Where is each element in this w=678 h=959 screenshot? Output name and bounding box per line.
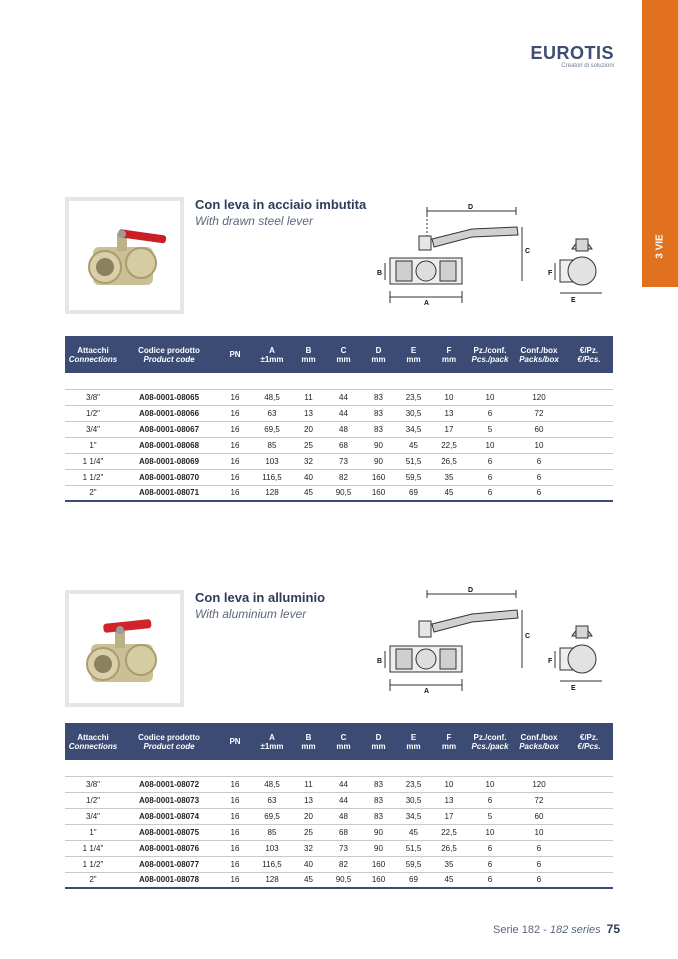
table-cell: 51,5 (396, 840, 431, 856)
table-cell: 116,5 (253, 469, 291, 485)
table-row (65, 840, 613, 856)
table-cell: 90,5 (326, 872, 361, 888)
table-cell: 2" (65, 872, 121, 888)
side-tab-label: 3 VIE (654, 233, 666, 259)
table-cell: 128 (253, 485, 291, 501)
table-cell (565, 776, 613, 792)
table-cell: 1 1/2" (65, 856, 121, 872)
table-cell: 82 (326, 469, 361, 485)
table-cell: 16 (217, 389, 253, 405)
table-cell: 11 (291, 389, 326, 405)
product-code-cell: A08-0001-08073 (121, 792, 217, 808)
table-cell: 10 (431, 389, 467, 405)
table-cell: 1" (65, 824, 121, 840)
table-cell: 3/4" (65, 808, 121, 824)
table-cell: 6 (467, 469, 513, 485)
table-cell: 17 (431, 421, 467, 437)
table-cell: 160 (361, 856, 396, 872)
table-header-row: Attacchi Connections Codice prodotto Product code PN A ±1mm B mm C mm D mm E mm F mm Pz./conf. Pcs./pack Conf./box Packs/box €/Pz. €/Pcs. (65, 723, 613, 760)
table-cell: 2" (65, 485, 121, 501)
table-cell: 25 (291, 437, 326, 453)
table-cell: 6 (467, 485, 513, 501)
table-cell: 6 (513, 453, 565, 469)
table-cell: 25 (291, 824, 326, 840)
table-cell: 68 (326, 824, 361, 840)
table-row (65, 389, 613, 405)
table-cell: 22,5 (431, 437, 467, 453)
table-cell: 68 (326, 437, 361, 453)
table-cell: 48 (326, 808, 361, 824)
product-code-cell: A08-0001-08070 (121, 469, 217, 485)
table-cell: 1" (65, 437, 121, 453)
table-row (65, 437, 613, 453)
table-cell: 82 (326, 856, 361, 872)
dim-label-e: E (571, 297, 576, 304)
product-code-cell: A08-0001-08078 (121, 872, 217, 888)
table-cell: 45 (396, 437, 431, 453)
table-cell (565, 808, 613, 824)
table-cell: 16 (217, 824, 253, 840)
table-cell: 60 (513, 808, 565, 824)
table-cell: 44 (326, 776, 361, 792)
table-row (65, 856, 613, 872)
table-cell (565, 469, 613, 485)
table-cell: 34,5 (396, 808, 431, 824)
table-header-row: Attacchi Connections Codice prodotto Product code PN A ±1mm B mm C mm D mm E mm F mm Pz./conf. Pcs./pack Conf./box Packs/box €/Pz. €/Pcs. (65, 336, 613, 373)
table-cell: 45 (431, 872, 467, 888)
table-cell: 83 (361, 808, 396, 824)
table-cell: 72 (513, 405, 565, 421)
table-cell: 16 (217, 840, 253, 856)
table-cell: 16 (217, 856, 253, 872)
table-cell: 10 (467, 824, 513, 840)
table-cell: 83 (361, 405, 396, 421)
table-cell: 63 (253, 405, 291, 421)
table-cell: 16 (217, 469, 253, 485)
table-cell: 16 (217, 405, 253, 421)
section-title-en: With drawn steel lever (195, 214, 313, 228)
table-cell: 35 (431, 856, 467, 872)
table-cell: 83 (361, 792, 396, 808)
product-code-cell: A08-0001-08068 (121, 437, 217, 453)
table-row (65, 808, 613, 824)
brand-name: EUROTIS (530, 43, 614, 63)
table-cell: 6 (513, 485, 565, 501)
table-row (65, 453, 613, 469)
brand-tagline: Creatori di soluzioni (561, 63, 614, 69)
table-cell: 48,5 (253, 389, 291, 405)
table-cell: 72 (513, 792, 565, 808)
table-cell: 11 (291, 776, 326, 792)
table-cell: 69,5 (253, 421, 291, 437)
dim-label-a: A (424, 688, 430, 695)
footer-series-it: Serie 182 - (493, 924, 550, 936)
product-code-cell: A08-0001-08072 (121, 776, 217, 792)
table-cell: 32 (291, 453, 326, 469)
table-cell (565, 453, 613, 469)
table-cell: 6 (513, 856, 565, 872)
table-row (65, 776, 613, 792)
table-cell: 90,5 (326, 485, 361, 501)
brand-logo (520, 44, 614, 69)
table-cell: 10 (467, 437, 513, 453)
table-body (65, 760, 613, 888)
table-cell: 3/8" (65, 389, 121, 405)
table-row (65, 792, 613, 808)
table-cell: 16 (217, 808, 253, 824)
table-cell: 16 (217, 485, 253, 501)
table-cell: 26,5 (431, 840, 467, 856)
table-cell: 48,5 (253, 776, 291, 792)
table-cell (565, 421, 613, 437)
table-cell: 22,5 (431, 824, 467, 840)
table-cell: 45 (291, 872, 326, 888)
table-cell: 103 (253, 453, 291, 469)
dim-label-a: A (424, 300, 430, 307)
table-body (65, 373, 613, 501)
table-row (65, 469, 613, 485)
table-cell: 20 (291, 421, 326, 437)
table-row (65, 824, 613, 840)
table-cell: 59,5 (396, 856, 431, 872)
table-cell (565, 872, 613, 888)
page-footer (493, 922, 620, 936)
table-cell: 160 (361, 485, 396, 501)
table-cell: 6 (467, 856, 513, 872)
table-cell: 26,5 (431, 453, 467, 469)
table-cell: 13 (431, 792, 467, 808)
table-row (65, 872, 613, 888)
table-cell: 30,5 (396, 405, 431, 421)
table-cell: 17 (431, 808, 467, 824)
dim-label-c: C (525, 248, 531, 255)
table-cell: 83 (361, 421, 396, 437)
table-cell: 10 (431, 776, 467, 792)
product-code-cell: A08-0001-08067 (121, 421, 217, 437)
table-cell: 103 (253, 840, 291, 856)
table-cell: 116,5 (253, 856, 291, 872)
table-cell: 35 (431, 469, 467, 485)
table-cell: 45 (396, 824, 431, 840)
table-cell: 10 (467, 389, 513, 405)
table-cell: 90 (361, 840, 396, 856)
table-cell: 45 (431, 485, 467, 501)
table-cell: 48 (326, 421, 361, 437)
table-cell: 90 (361, 453, 396, 469)
product-code-cell: A08-0001-08069 (121, 453, 217, 469)
table-cell: 44 (326, 792, 361, 808)
table-cell: 16 (217, 872, 253, 888)
table-cell: 1 1/4" (65, 453, 121, 469)
table-cell: 51,5 (396, 453, 431, 469)
product-code-cell: A08-0001-08065 (121, 389, 217, 405)
table-cell: 16 (217, 453, 253, 469)
table-cell (565, 389, 613, 405)
product-code-cell: A08-0001-08071 (121, 485, 217, 501)
product-code-cell: A08-0001-08075 (121, 824, 217, 840)
spec-table-steel (65, 336, 613, 502)
table-cell: 63 (253, 792, 291, 808)
table-cell: 69 (396, 872, 431, 888)
product-photo-aluminium (65, 590, 184, 707)
dim-label-f: F (548, 658, 553, 665)
table-cell: 16 (217, 437, 253, 453)
table-cell: 10 (467, 776, 513, 792)
table-cell: 6 (513, 872, 565, 888)
section-title-it: Con leva in alluminio (195, 590, 326, 605)
table-cell: 23,5 (396, 776, 431, 792)
table-cell: 3/4" (65, 421, 121, 437)
table-cell: 83 (361, 389, 396, 405)
table-cell: 13 (291, 405, 326, 421)
dim-label-d: D (468, 587, 474, 594)
table-cell: 73 (326, 840, 361, 856)
table-cell: 6 (467, 840, 513, 856)
table-cell: 16 (217, 776, 253, 792)
product-photo-steel (65, 197, 184, 314)
table-row (65, 421, 613, 437)
table-cell (565, 856, 613, 872)
table-cell: 40 (291, 469, 326, 485)
table-cell: 6 (513, 469, 565, 485)
table-cell: 30,5 (396, 792, 431, 808)
product-code-cell: A08-0001-08066 (121, 405, 217, 421)
product-code-cell: A08-0001-08074 (121, 808, 217, 824)
table-cell: 32 (291, 840, 326, 856)
table-cell: 59,5 (396, 469, 431, 485)
table-cell: 20 (291, 808, 326, 824)
table-cell: 5 (467, 421, 513, 437)
table-cell: 120 (513, 776, 565, 792)
technical-drawing (372, 203, 614, 311)
table-cell: 69,5 (253, 808, 291, 824)
table-cell (565, 824, 613, 840)
table-cell: 60 (513, 421, 565, 437)
table-cell: 160 (361, 872, 396, 888)
table-cell: 85 (253, 437, 291, 453)
ball-valve-photo-icon (69, 594, 180, 703)
table-cell: 1 1/2" (65, 469, 121, 485)
table-cell: 1 1/4" (65, 840, 121, 856)
table-cell: 6 (467, 405, 513, 421)
table-cell: 128 (253, 872, 291, 888)
table-cell: 16 (217, 421, 253, 437)
section-title-it: Con leva in acciaio imbutita (195, 197, 367, 212)
dim-label-f: F (548, 270, 553, 277)
dim-label-e: E (571, 685, 576, 692)
table-cell: 160 (361, 469, 396, 485)
table-cell: 40 (291, 856, 326, 872)
dim-label-c: C (525, 633, 531, 640)
table-cell: 10 (513, 824, 565, 840)
table-cell: 90 (361, 437, 396, 453)
table-cell: 6 (467, 872, 513, 888)
table-cell: 85 (253, 824, 291, 840)
table-cell: 6 (513, 840, 565, 856)
table-cell: 69 (396, 485, 431, 501)
table-cell (565, 840, 613, 856)
dim-label-b: B (377, 658, 383, 665)
table-cell: 34,5 (396, 421, 431, 437)
table-cell: 44 (326, 389, 361, 405)
table-cell: 6 (467, 792, 513, 808)
table-cell: 6 (467, 453, 513, 469)
spec-table-aluminium (65, 723, 613, 889)
table-cell: 13 (291, 792, 326, 808)
table-cell: 3/8" (65, 776, 121, 792)
table-cell (565, 405, 613, 421)
product-code-cell: A08-0001-08077 (121, 856, 217, 872)
table-cell: 45 (291, 485, 326, 501)
table-cell (565, 437, 613, 453)
table-cell: 5 (467, 808, 513, 824)
dim-label-b: B (377, 270, 383, 277)
table-cell: 73 (326, 453, 361, 469)
section-title-en: With aluminium lever (195, 607, 307, 621)
table-cell: 10 (513, 437, 565, 453)
table-cell: 83 (361, 776, 396, 792)
table-cell (565, 485, 613, 501)
table-cell (565, 792, 613, 808)
technical-drawing (372, 586, 614, 696)
footer-series-en: 182 series (549, 924, 601, 936)
table-cell: 90 (361, 824, 396, 840)
table-cell: 1/2" (65, 792, 121, 808)
ball-valve-photo-icon (69, 201, 180, 310)
product-code-cell: A08-0001-08076 (121, 840, 217, 856)
page-number: 75 (606, 922, 620, 936)
table-cell: 120 (513, 389, 565, 405)
table-cell: 16 (217, 792, 253, 808)
table-cell: 1/2" (65, 405, 121, 421)
table-cell: 44 (326, 405, 361, 421)
table-cell: 13 (431, 405, 467, 421)
table-row (65, 405, 613, 421)
dim-label-d: D (468, 204, 474, 211)
table-row (65, 485, 613, 501)
table-cell: 23,5 (396, 389, 431, 405)
